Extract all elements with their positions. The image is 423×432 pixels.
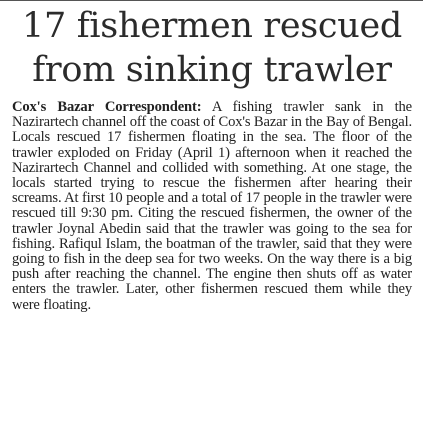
article-body [12,100,412,313]
byline: Cox's Bazar Correspondent: [12,99,202,115]
body-text: A fishing trawler sank in the Nazirartech channel off the coast of Cox's Bazar in the Bay of Bengal. Locals rescued 17 fishermen floating in the sea. The floor of the trawler exploded on Friday (April 1) afternoon when it reached the Nazirartech Channel and collided with something. At one stage, the locals started trying to rescue the fishermen after hearing their screams. At first 10 people and a total of 17 people in the trawler were rescued till 9:30 pm. Citing the rescued fishermen, the owner of the trawler Joynal Abedin said that the trawler was going to the sea for fishing. Rafiqul Islam, the boatman of the trawler, said that they were going to fish in the deep sea for two weeks. On the way there is a big push after reaching the channel. The engine then shuts off as water enters the trawler. Later, other fishermen rescued them while they were floating. [12,99,412,313]
news-article [12,4,412,313]
headline [12,4,412,92]
headline-line-1: 17 fishermen rescued [22,6,402,46]
top-rule [0,0,423,1]
headline-line-2: from sinking trawler [32,50,392,90]
